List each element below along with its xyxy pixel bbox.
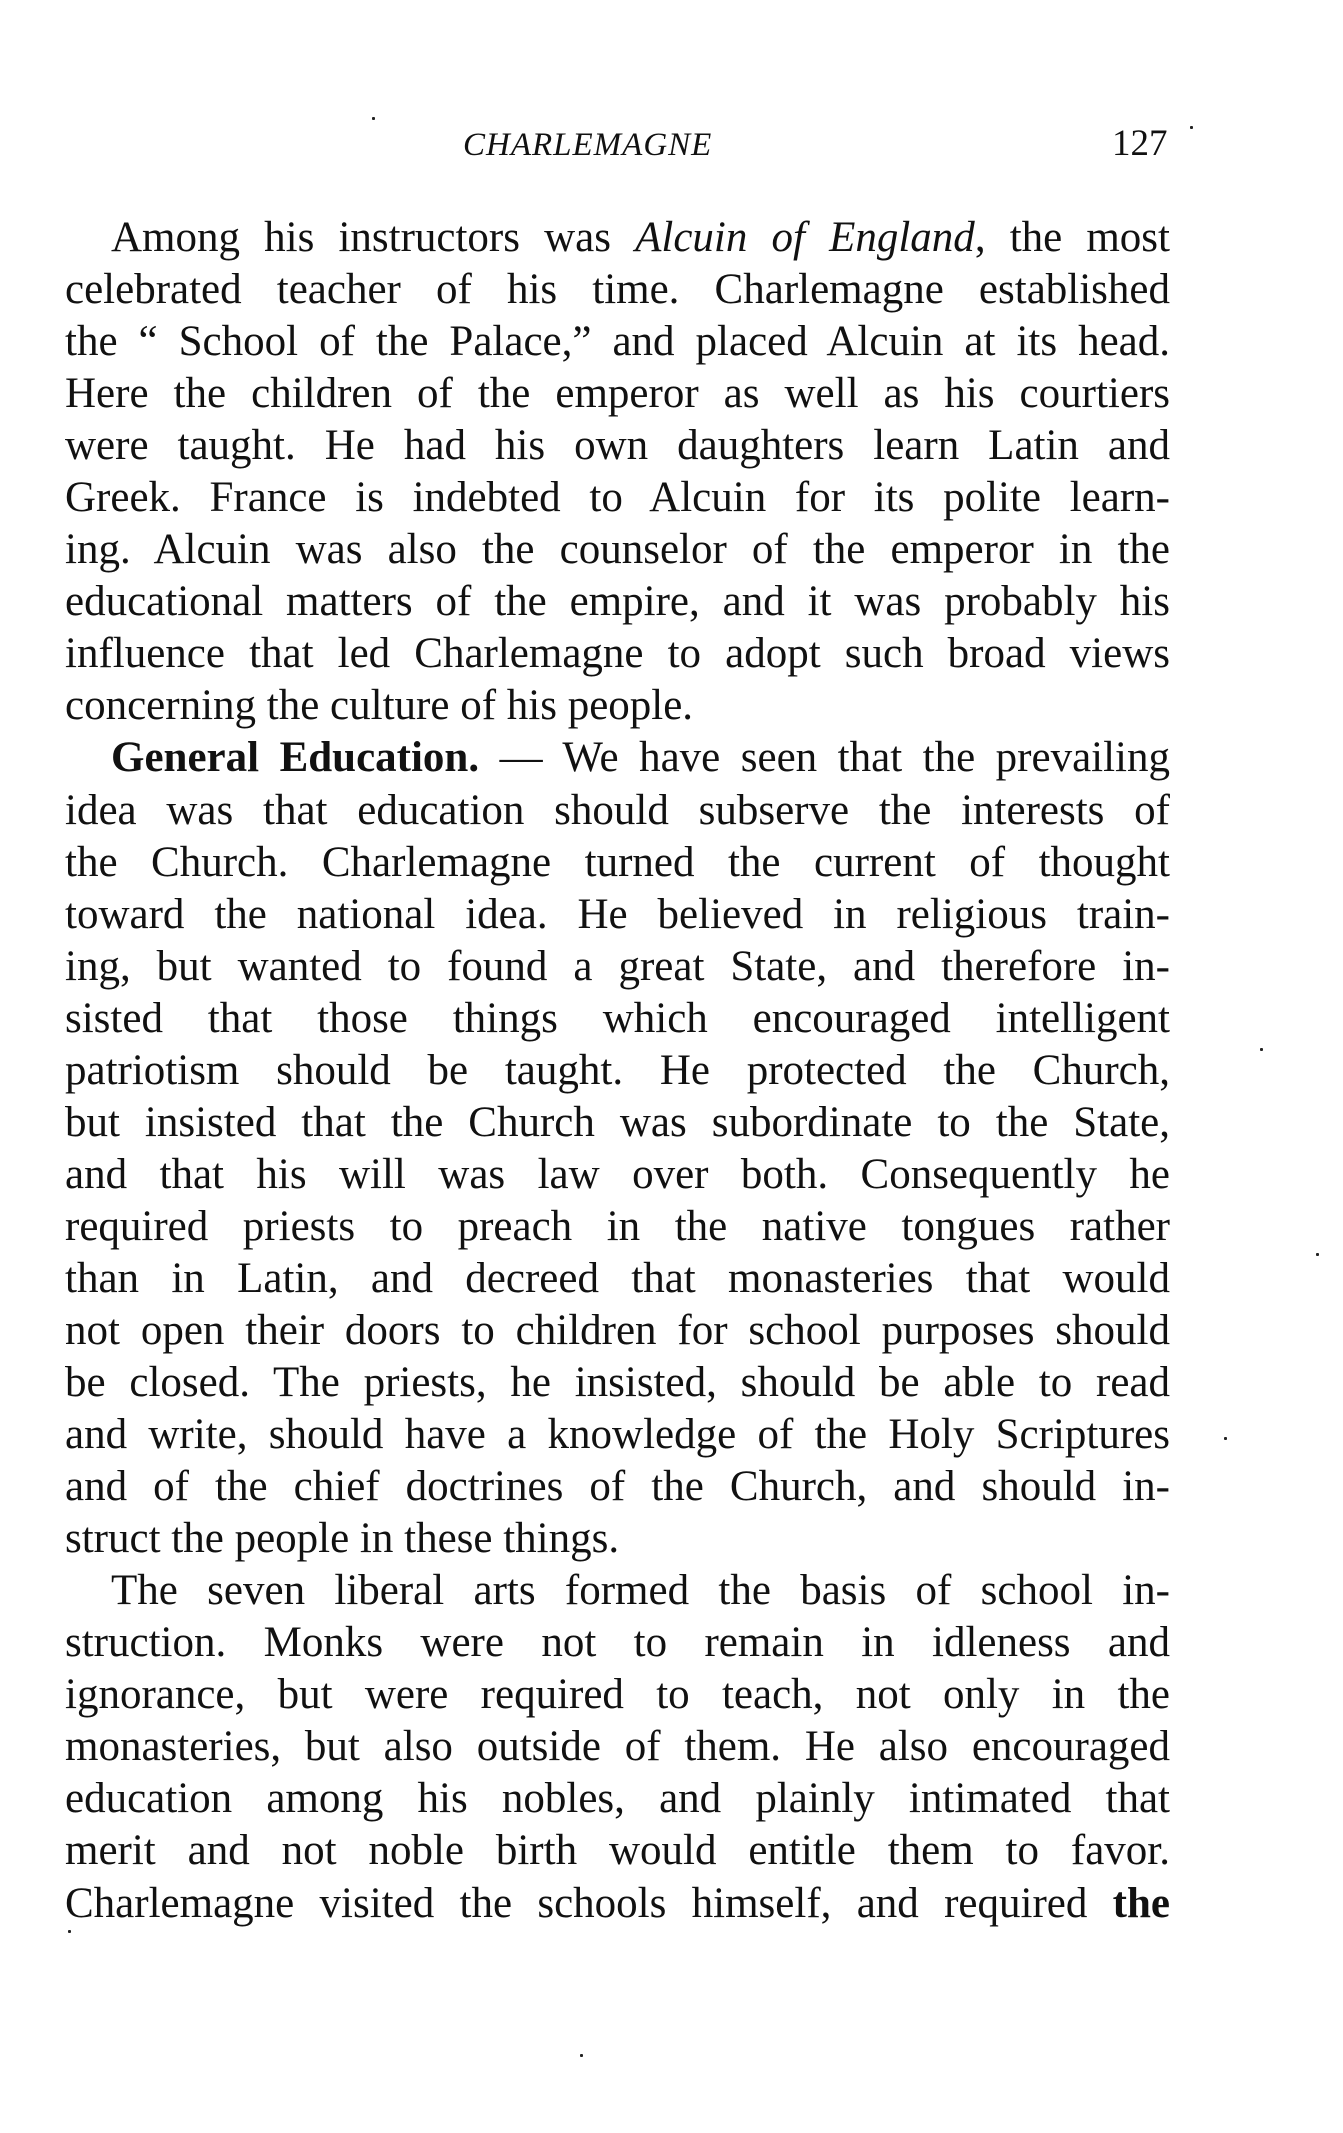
body-text — [65, 212, 1170, 1930]
scan-speck — [1190, 126, 1193, 129]
text-line: merit and not noble birth would entitle them to favor. — [65, 1827, 1170, 1875]
text-line: ing. Alcuin was also the counselor of the emperor in the — [65, 526, 1170, 574]
text-line: influence that led Charlemagne to adopt such broad views — [65, 630, 1170, 678]
text-line: Greek. France is indebted to Alcuin for its polite learn- — [65, 474, 1170, 522]
text-line: and write, should have a knowledge of the Holy Scriptures — [65, 1411, 1170, 1459]
running-head-title: CHARLEMAGNE — [463, 127, 713, 163]
text-line: required priests to preach in the native tongues rather — [65, 1202, 1170, 1250]
text-line: and that his will was law over both. Consequently he — [65, 1150, 1170, 1198]
text-line: General Education. — We have seen that the prevailing — [111, 734, 1171, 782]
text-line: and of the chief doctrines of the Church, and should in- — [65, 1463, 1170, 1511]
text-line: Here the children of the emperor as well as his courtiers — [65, 370, 1170, 418]
section-heading: General Education. — [111, 734, 480, 782]
text-line: concerning the culture of his people. — [65, 682, 694, 730]
text-line: education among his nobles, and plainly intimated that — [65, 1775, 1170, 1823]
text-line: The seven liberal arts formed the basis of school in- — [111, 1567, 1170, 1615]
text-line: patriotism should be taught. He protected the Church, — [65, 1046, 1170, 1094]
text-line: idea was that education should subserve the interests of — [65, 786, 1170, 834]
scan-speck — [372, 117, 375, 120]
scan-speck — [68, 1930, 71, 1933]
text-line: toward the national idea. He believed in religious train- — [65, 890, 1170, 938]
italic-name: Alcuin of England — [635, 214, 975, 261]
scan-speck — [1224, 1437, 1227, 1440]
text-line: not open their doors to children for school purposes should — [65, 1306, 1170, 1354]
text-line: celebrated teacher of his time. Charlemagne established — [65, 266, 1170, 314]
text-line: struct the people in these things. — [65, 1515, 620, 1563]
text-line: be closed. The priests, he insisted, should be able to read — [65, 1359, 1170, 1407]
scan-speck — [580, 2054, 583, 2057]
scan-speck — [1260, 1048, 1263, 1051]
text-line: Charlemagne visited the schools himself, and required the — [65, 1879, 1170, 1927]
text-line: than in Latin, and decreed that monasteries that would — [65, 1254, 1170, 1302]
text-line: ing, but wanted to found a great State, and therefore in- — [65, 942, 1170, 990]
page-number: 127 — [1112, 123, 1168, 164]
text-line: sisted that those things which encouraged intelligent — [65, 994, 1170, 1042]
text-line: the Church. Charlemagne turned the current of thought — [65, 838, 1170, 886]
scan-speck — [1316, 1253, 1319, 1256]
text-line: the “ School of the Palace,” and placed Alcuin at its head. — [65, 318, 1170, 366]
text-line: educational matters of the empire, and it was probably his — [65, 578, 1170, 626]
text-line: struction. Monks were not to remain in idleness and — [65, 1619, 1170, 1667]
text-line: but insisted that the Church was subordinate to the State, — [65, 1098, 1170, 1146]
text-line: monasteries, but also outside of them. He also encouraged — [65, 1723, 1170, 1771]
text-line: were taught. He had his own daughters learn Latin and — [65, 422, 1170, 470]
text-line: Among his instructors was Alcuin of England, the most — [111, 214, 1170, 261]
text-line: ignorance, but were required to teach, not only in the — [65, 1671, 1170, 1719]
